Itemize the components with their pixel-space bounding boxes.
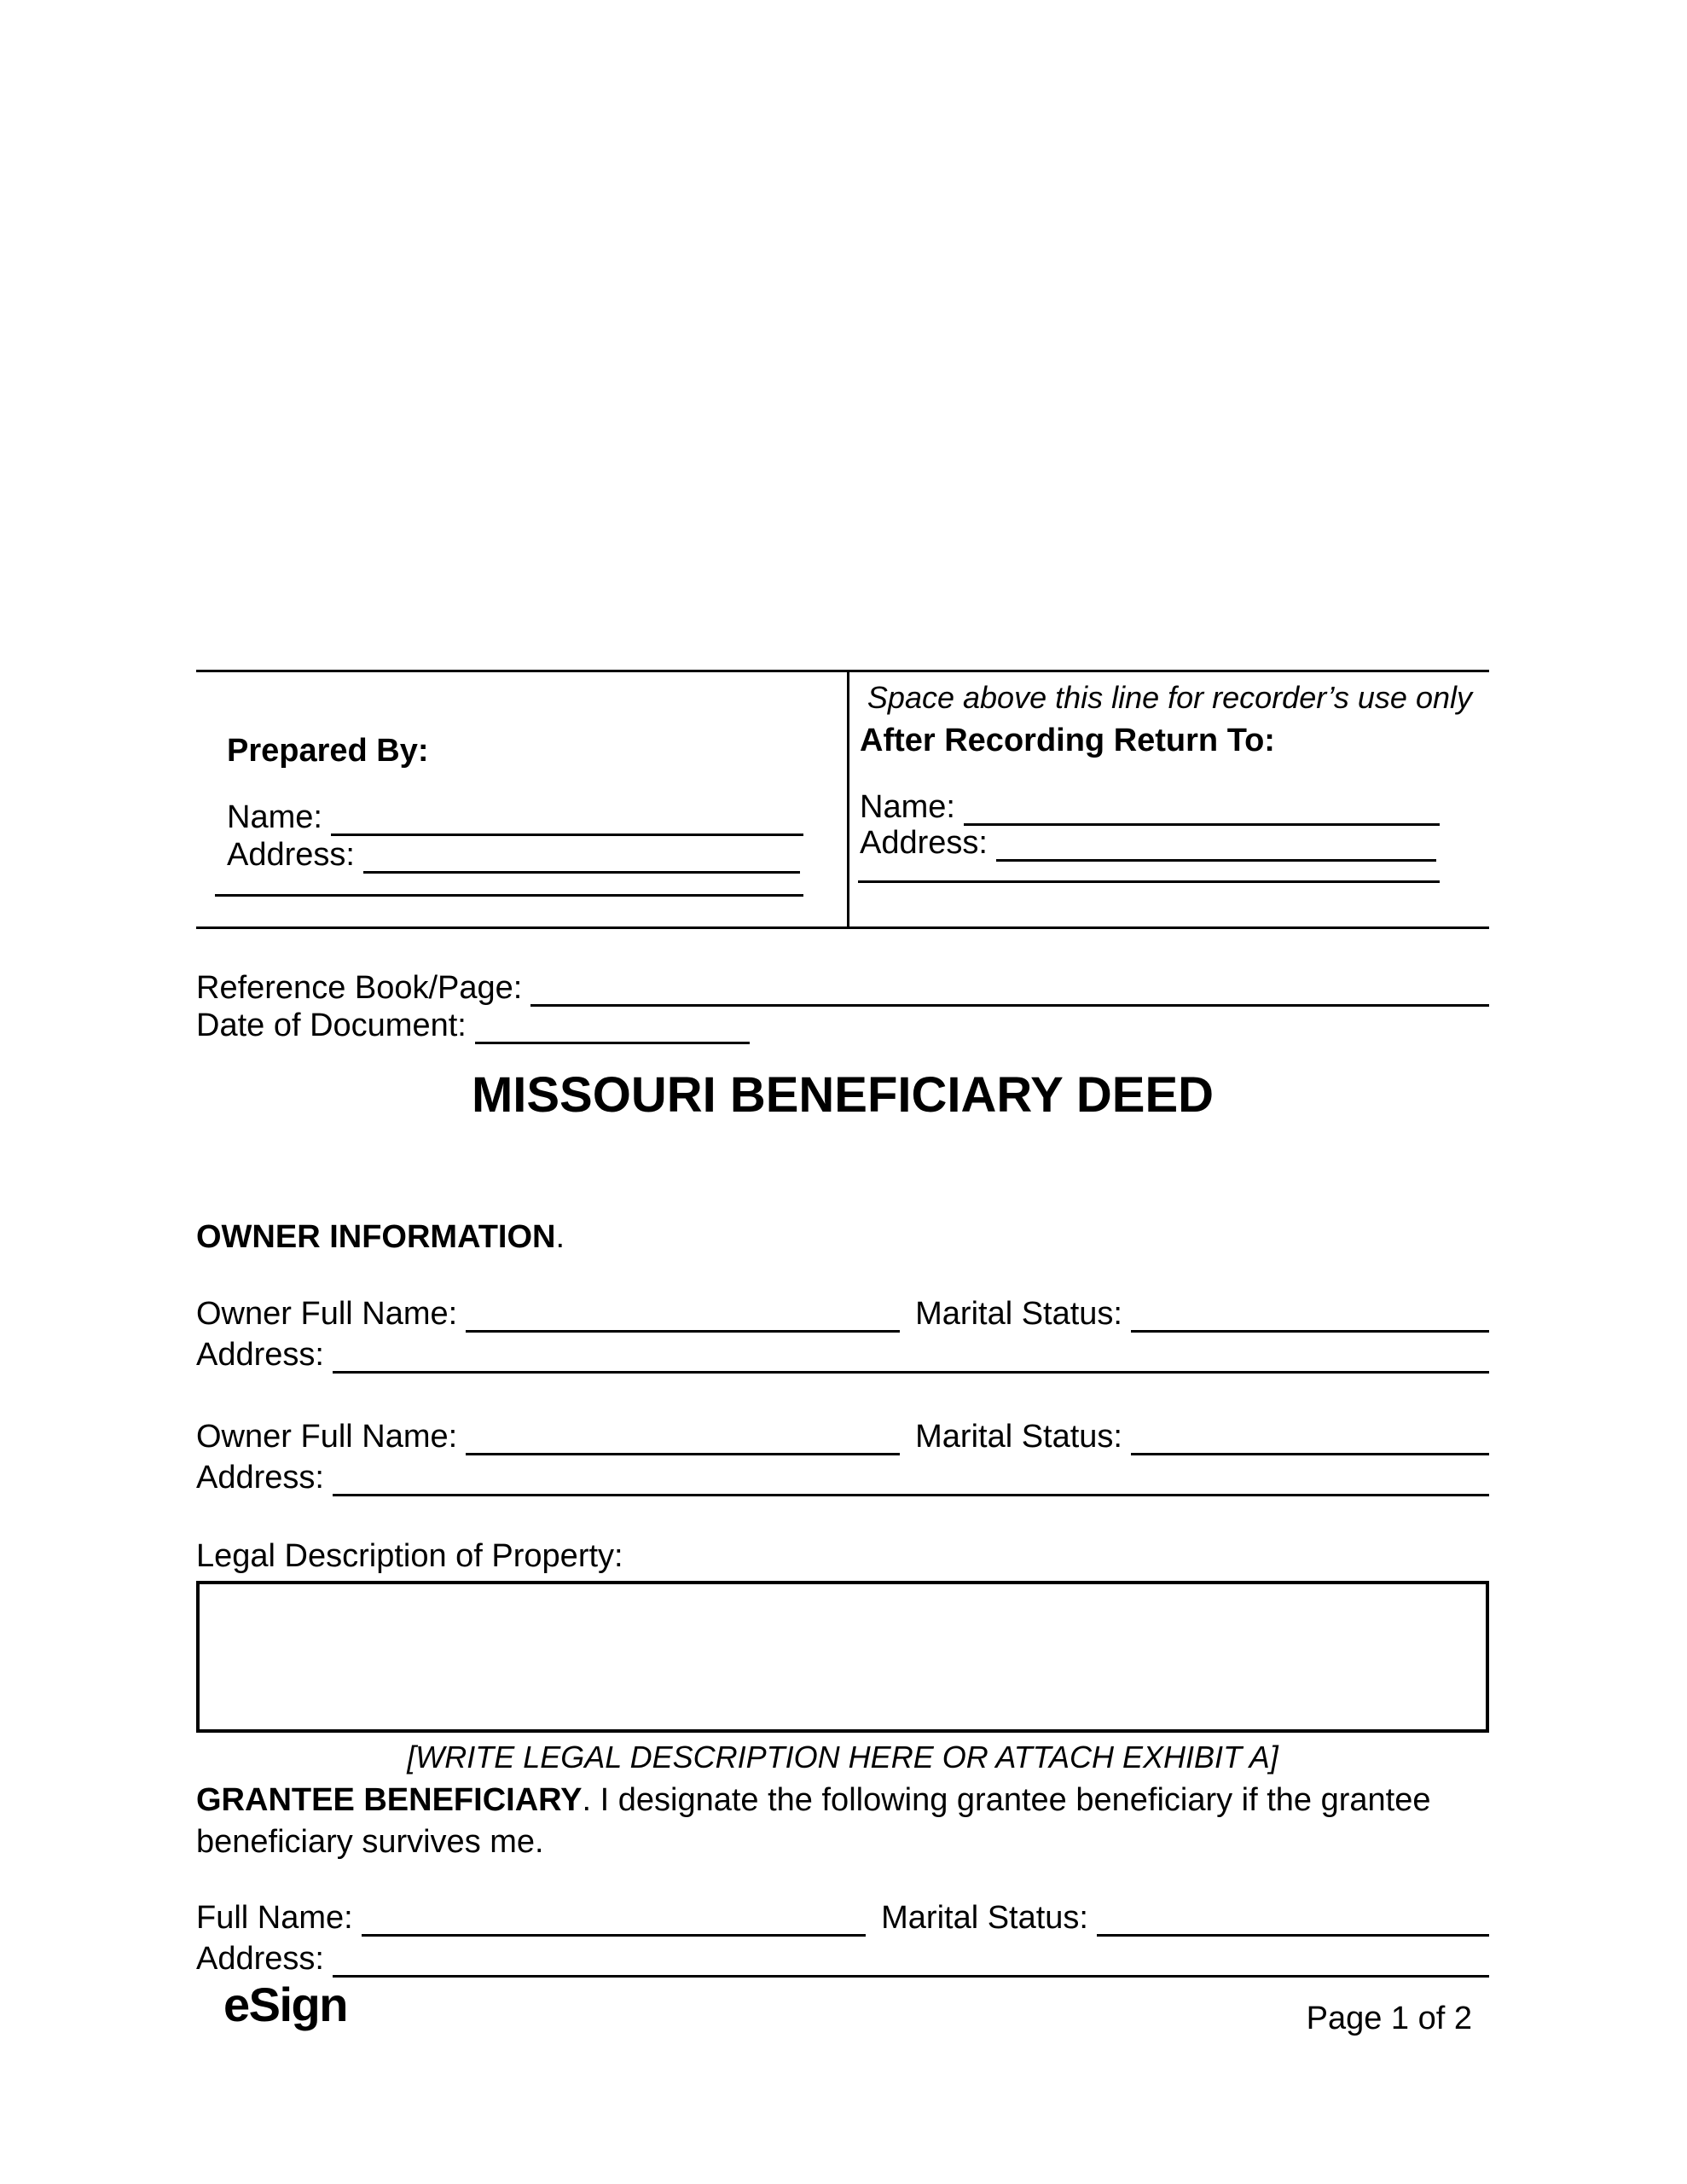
- owner2-marital-status-fill-line[interactable]: [1131, 1427, 1489, 1455]
- return-to-cell: [849, 672, 1489, 926]
- owner1-full-name-fill-line[interactable]: [466, 1304, 900, 1333]
- grantee-name-row: [196, 1899, 1489, 1937]
- grantee-beneficiary-heading: GRANTEE BENEFICIARY: [196, 1782, 583, 1818]
- return-address-fill-line[interactable]: [996, 834, 1436, 862]
- owner2-address-label: Address:: [196, 1460, 324, 1496]
- return-address-label: Address:: [860, 825, 988, 861]
- owner2-name-row: [196, 1418, 1489, 1455]
- prepared-by-title: Prepared By:: [227, 733, 429, 769]
- legal-description-box[interactable]: [196, 1581, 1489, 1733]
- return-name-fill-line[interactable]: [964, 798, 1440, 826]
- owner1-address-row: [196, 1336, 1489, 1374]
- reference-book-page-row: [196, 969, 1489, 1007]
- grantee-full-name-fill-line[interactable]: [362, 1908, 866, 1937]
- grantee-address-label: Address:: [196, 1941, 324, 1977]
- prepared-address-label: Address:: [227, 837, 355, 873]
- prepared-address-fill-line[interactable]: [363, 845, 800, 874]
- owner2-full-name-fill-line[interactable]: [466, 1427, 900, 1455]
- grantee-beneficiary-body: I designate the following grantee beneficiary if the grantee beneficiary survives me.: [196, 1782, 1431, 1860]
- owner1-marital-status-fill-line[interactable]: [1131, 1304, 1489, 1333]
- grantee-full-name-label: Full Name:: [196, 1900, 353, 1936]
- grantee-marital-status-fill-line[interactable]: [1097, 1908, 1489, 1937]
- page-indicator: Page 1 of 2: [1306, 2001, 1472, 2036]
- owner2-address-row: [196, 1459, 1489, 1496]
- legal-description-label: Legal Description of Property:: [196, 1538, 623, 1574]
- owner1-address-fill-line[interactable]: [333, 1345, 1489, 1374]
- esign-logo: eSign: [223, 1978, 347, 2031]
- grantee-marital-status-label: Marital Status:: [881, 1900, 1088, 1936]
- owner2-address-fill-line[interactable]: [333, 1468, 1489, 1496]
- date-of-document-row: [196, 1007, 1489, 1044]
- recorder-header-box: [196, 670, 1489, 929]
- grantee-beneficiary-paragraph: [196, 1780, 1493, 1863]
- prepared-by-cell: [196, 672, 847, 926]
- return-extra-fill-line[interactable]: [858, 880, 1440, 883]
- owner1-address-label: Address:: [196, 1337, 324, 1373]
- recorder-use-note: Space above this line for recorder’s use only: [867, 680, 1472, 715]
- prepared-name-fill-line[interactable]: [331, 808, 803, 836]
- owner1-full-name-label: Owner Full Name:: [196, 1296, 458, 1332]
- return-name-label: Name:: [860, 789, 955, 825]
- prepared-name-label: Name:: [227, 799, 322, 835]
- reference-book-page-label: Reference Book/Page:: [196, 970, 523, 1006]
- grantee-address-fill-line[interactable]: [333, 1949, 1489, 1978]
- reference-book-page-fill-line[interactable]: [530, 979, 1489, 1007]
- document-title: MISSOURI BENEFICIARY DEED: [471, 1067, 1215, 1123]
- owner-information-heading: [196, 1218, 565, 1256]
- legal-description-placeholder: [WRITE LEGAL DESCRIPTION HERE OR ATTACH EXHIBIT A]: [407, 1740, 1278, 1774]
- owner2-full-name-label: Owner Full Name:: [196, 1419, 458, 1455]
- owner-information-heading-period: .: [555, 1219, 565, 1255]
- owner-information-heading-text: OWNER INFORMATION: [196, 1219, 556, 1255]
- date-of-document-fill-line[interactable]: [475, 1016, 750, 1044]
- grantee-address-row: [196, 1940, 1489, 1978]
- prepared-extra-fill-line[interactable]: [215, 894, 803, 897]
- owner1-name-row: [196, 1295, 1489, 1333]
- owner1-marital-status-label: Marital Status:: [915, 1296, 1122, 1332]
- grantee-beneficiary-heading-period: .: [582, 1782, 600, 1818]
- after-recording-title: After Recording Return To:: [860, 723, 1275, 758]
- date-of-document-label: Date of Document:: [196, 1008, 467, 1043]
- owner2-marital-status-label: Marital Status:: [915, 1419, 1122, 1455]
